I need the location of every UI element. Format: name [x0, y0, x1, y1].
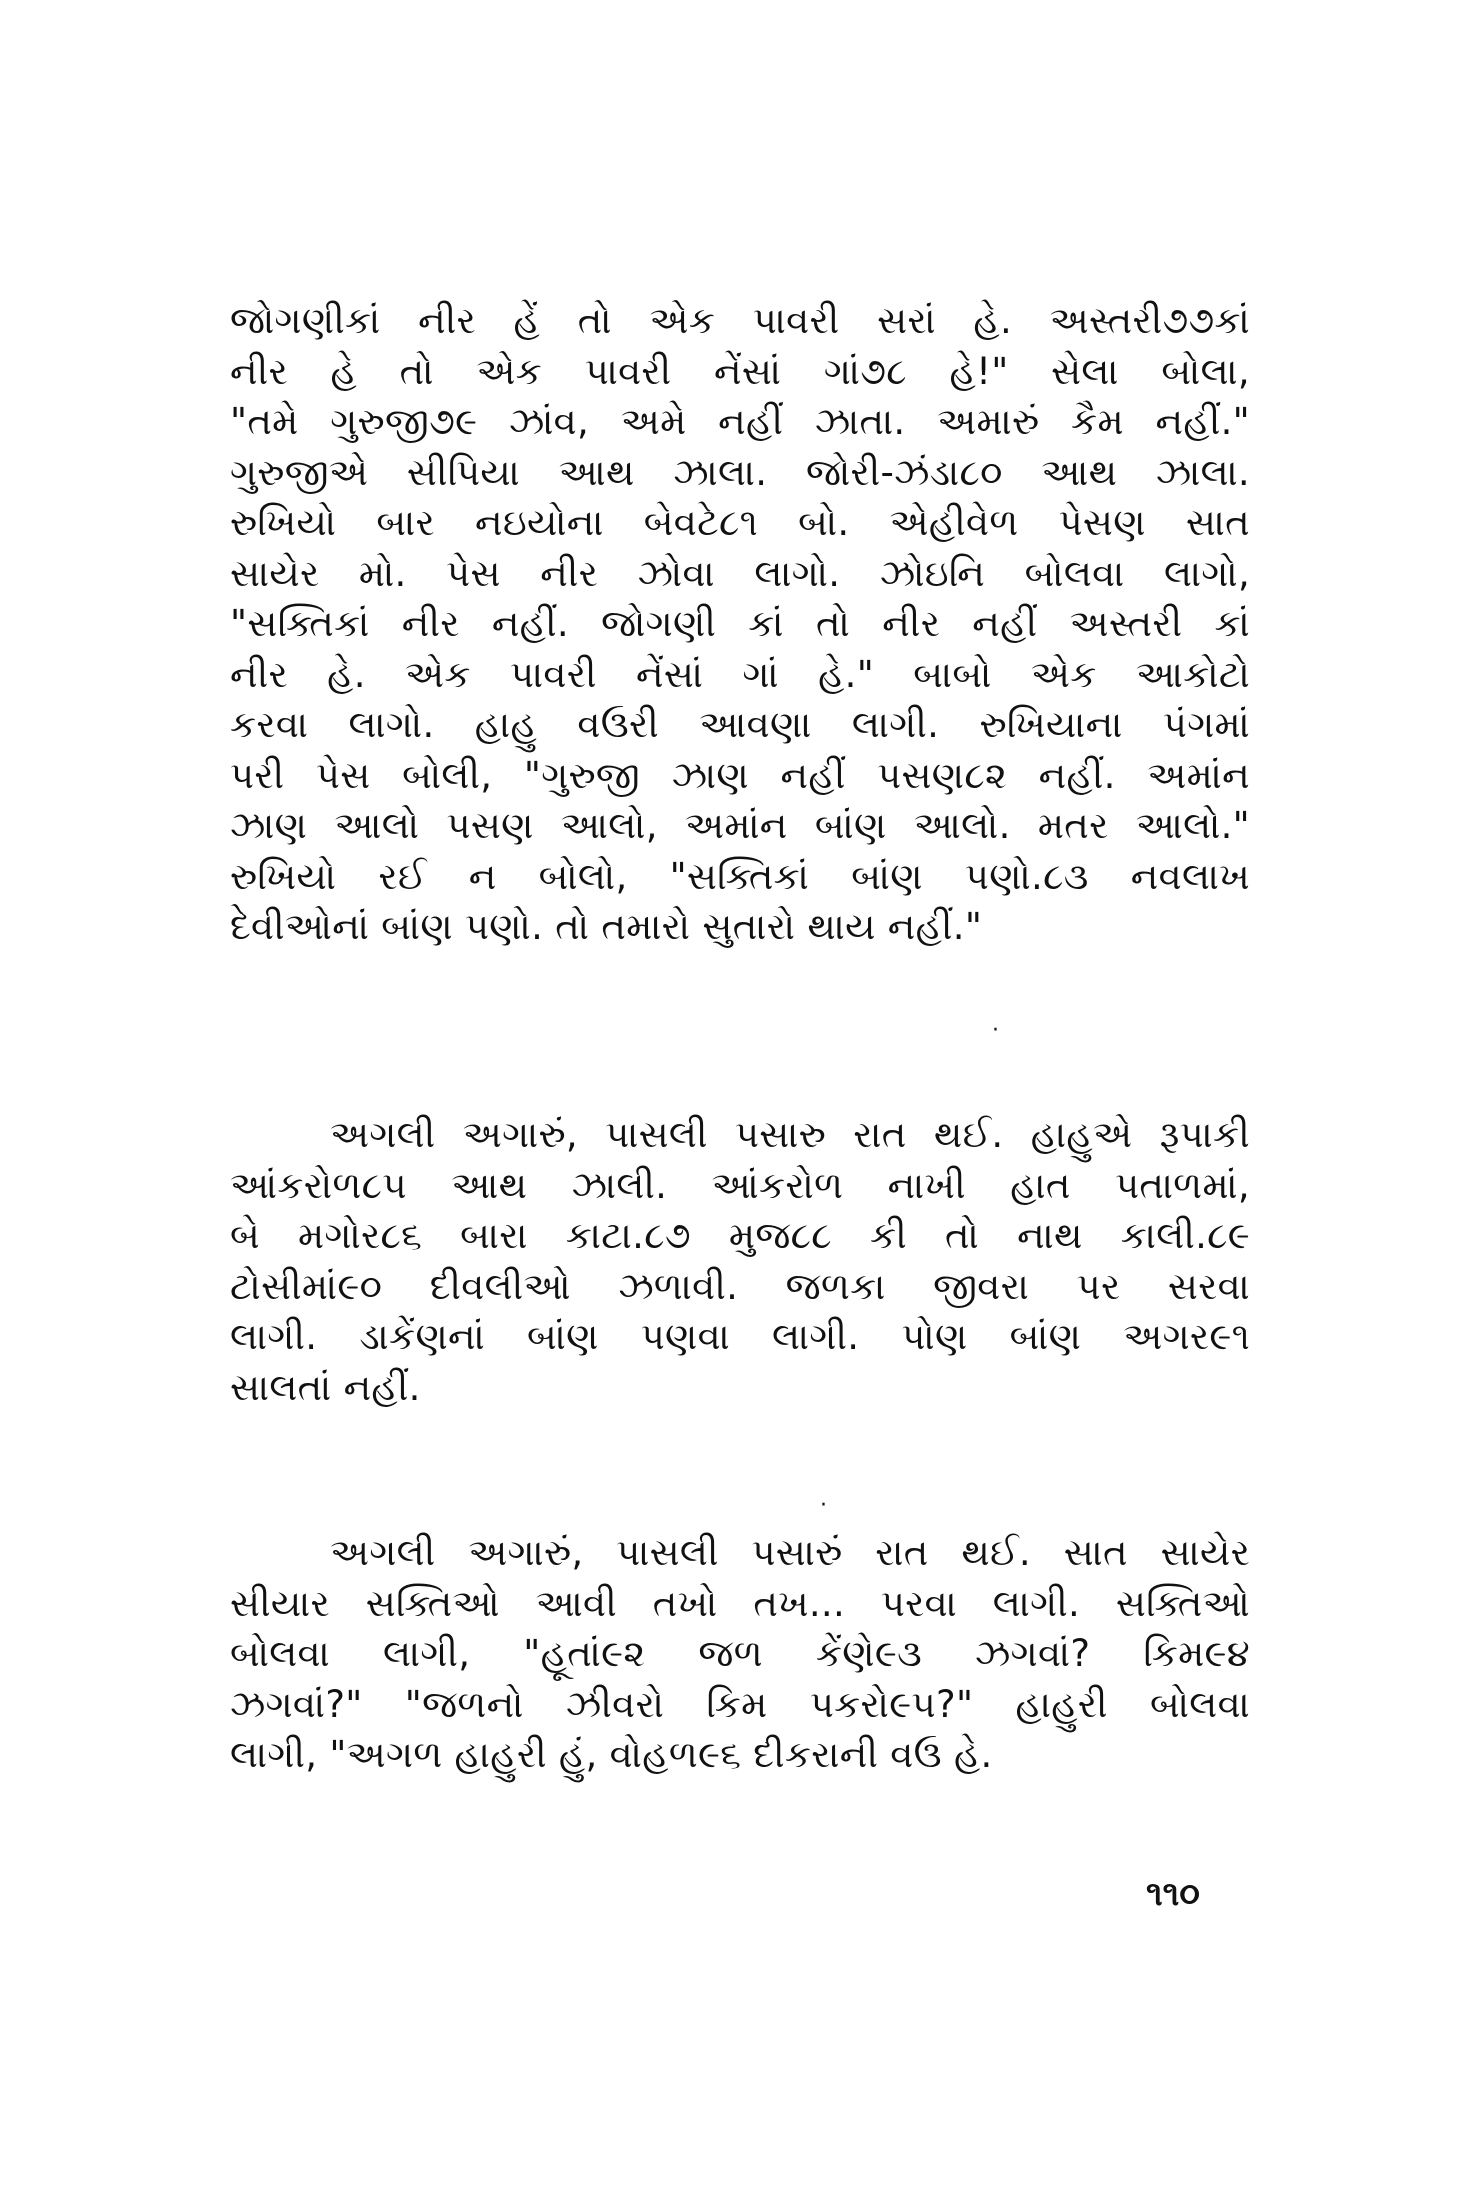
text-line: સાયેર મો. પેસ નીર ઝોવા લાગો. ઝોઇનિ બોલવા લાગો, — [230, 551, 1250, 595]
text-line: લાગી, "અગળ હાહુરી હું, વોહળ૯૬ દીકરાની વઉ હે. — [230, 1733, 993, 1776]
text-line: દેવીઓનાં બાંણ પણો. તો તમારો સુતારો થાય નહીં." — [230, 905, 983, 948]
text-line: આંકરોળ૮૫ આથ ઝાલી. આંકરોળ નાખી હાત પતાળમાં, — [230, 1163, 1250, 1207]
text-line: ટોસીમાં૯૦ દીવલીઓ ઝળાવી. જળકા જીવરા પર સરવા — [230, 1264, 1250, 1308]
page-number: ૧૧૦ — [1146, 1874, 1200, 1914]
text-line: નીર હે. એક પાવરી નેંસાં ગાં હે." બાબો એક આકોટો — [230, 652, 1250, 696]
text-line: સીયાર સક્તિઓ આવી તખો તખ... પરવા લાગી. સક્તિઓ — [230, 1581, 1250, 1625]
text-line: લાગી. ડાકેંણનાં બાંણ પણવા લાગી. પોણ બાંણ અગર૯૧ — [230, 1315, 1250, 1358]
text-line: બોલવા લાગી, "હૂતાં૯૨ જળ કેંણે૯૩ ઝગવાં? કિમ૯૪ — [230, 1632, 1250, 1675]
text-line: બે મગોર૮૬ બારા કાટા.૮૭ મુજ૮૮ કી તો નાથ કાલી.૮૯ — [230, 1214, 1250, 1257]
text-line: નીર હે તો એક પાવરી નેંસાં ગાં૭૮ હે!" સેલા બોલા, — [230, 349, 1250, 393]
separator-dot: · — [992, 1018, 999, 1043]
text-line: રુખિયો રઈ ન બોલો, "સક્તિકાં બાંણ પણો.૮૩ નવલાખ — [230, 854, 1250, 898]
paragraph-3 — [230, 1528, 1250, 1781]
paragraph-2 — [230, 1110, 1250, 1413]
text-line: અગલી અગારું, પાસલી પસારું રાત થઈ. સાત સાયેર — [330, 1531, 1250, 1574]
text-line: ગુરુજીએ સીપિયા આથ ઝાલા. જોરી-ઝંડા૮૦ આથ ઝાલા. — [230, 450, 1250, 494]
text-line: "સક્તિકાં નીર નહીં. જોગણી કાં તો નીર નહીં અસ્તરી કાં — [230, 602, 1250, 645]
paragraph-1 — [230, 296, 1250, 953]
text-line: રુખિયો બાર નઇયોના બેવટે૮૧ બો. એહીવેળ પેસણ સાત — [230, 501, 1250, 544]
text-line: પરી પેસ બોલી, "ગુરુજી ઝાણ નહીં પસણ૮૨ નહીં. અમાંન — [230, 753, 1250, 797]
text-line: ઝગવાં?" "જળનો ઝીવરો કિમ પકરો૯૫?" હાહુરી બોલવા — [230, 1682, 1250, 1726]
separator-dot: · — [820, 1493, 827, 1518]
text-line: કરવા લાગો. હાહુ વઉરી આવણા લાગી. રુખિયાના પંગમાં — [230, 703, 1250, 746]
text-line: સાલતાં નહીં. — [230, 1365, 421, 1409]
text-line: ઝાણ આલો પસણ આલો, અમાંન બાંણ આલો. મતર આલો." — [230, 804, 1250, 847]
text-line: જોગણીકાં નીર હેં તો એક પાવરી સરાં હે. અસ્તરી૭૭કાં — [230, 299, 1250, 342]
text-line: "તમે ગુરુજી૭૯ ઝાંવ, અમે નહીં ઝાતા. અમારું કૈમ નહીં." — [230, 400, 1250, 443]
text-line: અગલી અગારું, પાસલી પસારુ રાત થઈ. હાહુએ રૂપાકી — [330, 1113, 1250, 1156]
